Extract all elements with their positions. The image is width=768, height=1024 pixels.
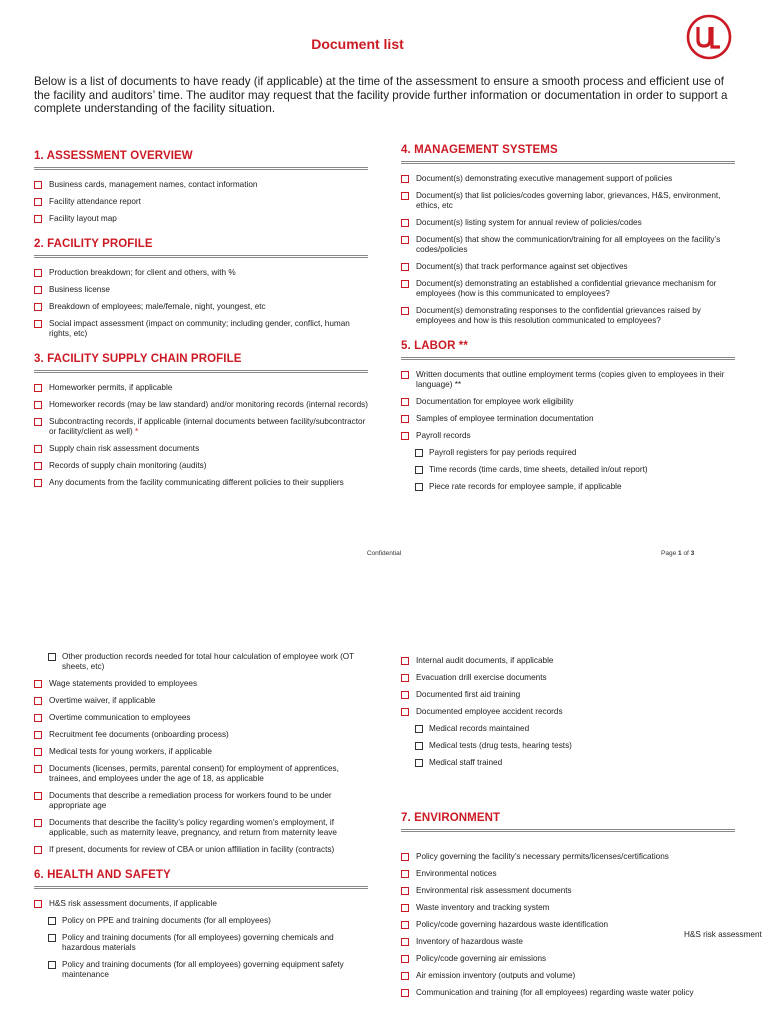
checkbox-icon[interactable] bbox=[34, 303, 42, 311]
left-column-p2 bbox=[34, 652, 368, 987]
checkbox-icon[interactable] bbox=[401, 904, 409, 912]
checkbox-icon[interactable] bbox=[415, 449, 423, 457]
checklist bbox=[34, 180, 368, 224]
section-heading: 6. HEALTH AND SAFETY bbox=[34, 869, 368, 887]
checkbox-icon[interactable] bbox=[48, 917, 56, 925]
list-item: Environmental risk assessment documents bbox=[401, 886, 735, 896]
checkbox-icon[interactable] bbox=[34, 765, 42, 773]
checkbox-icon[interactable] bbox=[401, 415, 409, 423]
intro-paragraph: Below is a list of documents to have ready (if applicable) at the time of the assessment to ensure a smooth process and efficient use of the facility and auditors’ time. The auditor may request that the facility provide further information or documentation in order to support a complete understanding of the facility situation. bbox=[34, 75, 728, 115]
list-item: Wage statements provided to employees bbox=[34, 679, 368, 689]
checklist bbox=[401, 370, 735, 492]
checkbox-icon[interactable] bbox=[401, 887, 409, 895]
checkbox-icon[interactable] bbox=[415, 759, 423, 767]
list-item: Overtime waiver, if applicable bbox=[34, 696, 368, 706]
checklist bbox=[401, 174, 735, 326]
list-item: Written documents that outline employment terms (copies given to employees in their language) ** bbox=[401, 370, 735, 390]
checkbox-icon[interactable] bbox=[34, 418, 42, 426]
list-item: Facility attendance report bbox=[34, 197, 368, 207]
list-subitem: Policy on PPE and training documents (for all employees) bbox=[34, 916, 368, 926]
list-item: H&S risk assessment documents, if applicable bbox=[34, 899, 368, 909]
checkbox-icon[interactable] bbox=[34, 714, 42, 722]
list-item: Payroll records bbox=[401, 431, 735, 441]
list-item: Documents that describe a remediation process for workers found to be under appropriate age bbox=[34, 791, 368, 811]
checkbox-icon[interactable] bbox=[401, 938, 409, 946]
checkbox-icon[interactable] bbox=[401, 398, 409, 406]
list-item: Document(s) demonstrating an established a confidential grievance mechanism for employees (how is this communicated to employees? bbox=[401, 279, 735, 299]
list-item: Evacuation drill exercise documents bbox=[401, 673, 735, 683]
list-item: Business license bbox=[34, 285, 368, 295]
list-item: If present, documents for review of CBA or union affiliation in facility (contracts) bbox=[34, 845, 368, 855]
checkbox-icon[interactable] bbox=[401, 371, 409, 379]
checkbox-icon[interactable] bbox=[34, 320, 42, 328]
section-facility-supply-chain-profile bbox=[34, 353, 368, 488]
checkbox-icon[interactable] bbox=[401, 674, 409, 682]
checkbox-icon[interactable] bbox=[34, 445, 42, 453]
checkbox-icon[interactable] bbox=[34, 680, 42, 688]
checkbox-icon[interactable] bbox=[34, 846, 42, 854]
checklist bbox=[401, 852, 735, 998]
list-subitem: Medical staff trained bbox=[401, 758, 735, 768]
checkbox-icon[interactable] bbox=[401, 972, 409, 980]
section-heading: 2. FACILITY PROFILE bbox=[34, 238, 368, 256]
list-subitem: Other production records needed for total hour calculation of employee work (OT sheets, etc) bbox=[34, 652, 368, 672]
checkbox-icon[interactable] bbox=[401, 219, 409, 227]
checkbox-icon[interactable] bbox=[401, 989, 409, 997]
checkbox-icon[interactable] bbox=[401, 921, 409, 929]
list-item: Documents (licenses, permits, parental consent) for employment of apprentices, trainees, and employees under the age of 18, as applicable bbox=[34, 764, 368, 784]
list-item: Policy/code governing hazardous waste identification bbox=[401, 920, 735, 930]
checkbox-icon[interactable] bbox=[401, 432, 409, 440]
list-subitem: Piece rate records for employee sample, if applicable bbox=[401, 482, 735, 492]
checkbox-icon[interactable] bbox=[34, 286, 42, 294]
section-labor bbox=[401, 340, 735, 492]
checklist bbox=[401, 656, 735, 768]
list-subitem: Medical tests (drug tests, hearing tests) bbox=[401, 741, 735, 751]
document-title: Document list bbox=[311, 36, 404, 52]
section-facility-profile bbox=[34, 238, 368, 339]
list-item: Environmental notices bbox=[401, 869, 735, 879]
footer-page-number: Page 1 of 3 bbox=[661, 550, 695, 557]
checkbox-icon[interactable] bbox=[34, 462, 42, 470]
checklist bbox=[34, 268, 368, 339]
list-item: Documented first aid training bbox=[401, 690, 735, 700]
checkbox-icon[interactable] bbox=[401, 192, 409, 200]
checkbox-icon[interactable] bbox=[34, 479, 42, 487]
checkbox-icon[interactable] bbox=[48, 934, 56, 942]
list-item: Communication and training (for all employees) regarding waste water policy bbox=[401, 988, 735, 998]
list-item: Recruitment fee documents (onboarding process) bbox=[34, 730, 368, 740]
ul-logo-icon bbox=[686, 14, 732, 60]
list-item: Breakdown of employees; male/female, night, youngest, etc bbox=[34, 302, 368, 312]
list-item: Document(s) that list policies/codes governing labor, grievances, H&S, environment, ethics, etc bbox=[401, 191, 735, 211]
checklist bbox=[34, 899, 368, 980]
section-heading: 5. LABOR ** bbox=[401, 340, 735, 358]
list-subitem: Policy and training documents (for all employees) governing chemicals and hazardous materials bbox=[34, 933, 368, 953]
checkbox-icon[interactable] bbox=[34, 697, 42, 705]
list-item: Internal audit documents, if applicable bbox=[401, 656, 735, 666]
section-heading: 7. ENVIRONMENT bbox=[401, 812, 735, 830]
list-item: Document(s) demonstrating executive management support of policies bbox=[401, 174, 735, 184]
list-subitem: Medical records maintained bbox=[401, 724, 735, 734]
list-item: Document(s) that track performance against set objectives bbox=[401, 262, 735, 272]
right-column-p1 bbox=[401, 144, 735, 499]
checkbox-icon[interactable] bbox=[415, 742, 423, 750]
checkbox-icon[interactable] bbox=[401, 175, 409, 183]
list-item: Social impact assessment (impact on community; including gender, conflict, human rights, etc) bbox=[34, 319, 368, 339]
checkbox-icon[interactable] bbox=[48, 653, 56, 661]
right-column-p2 bbox=[401, 656, 735, 1005]
left-column-p1 bbox=[34, 150, 368, 495]
document-page-2 bbox=[0, 580, 768, 1024]
side-note: H&S risk assessment bbox=[684, 930, 762, 939]
checkbox-icon[interactable] bbox=[401, 853, 409, 861]
checkbox-icon[interactable] bbox=[34, 215, 42, 223]
checkbox-icon[interactable] bbox=[415, 483, 423, 491]
checkbox-icon[interactable] bbox=[34, 198, 42, 206]
checkbox-icon[interactable] bbox=[401, 263, 409, 271]
checkbox-icon[interactable] bbox=[34, 401, 42, 409]
checkbox-icon[interactable] bbox=[34, 748, 42, 756]
checkbox-icon[interactable] bbox=[401, 955, 409, 963]
section-heading: 3. FACILITY SUPPLY CHAIN PROFILE bbox=[34, 353, 368, 371]
list-item: Facility layout map bbox=[34, 214, 368, 224]
checkbox-icon[interactable] bbox=[401, 307, 409, 315]
list-item: Production breakdown; for client and others, with % bbox=[34, 268, 368, 278]
list-item: Policy/code governing air emissions bbox=[401, 954, 735, 964]
list-item: Document(s) listing system for annual review of policies/codes bbox=[401, 218, 735, 228]
list-item: Business cards, management names, contact information bbox=[34, 180, 368, 190]
checkbox-icon[interactable] bbox=[34, 900, 42, 908]
checkbox-icon[interactable] bbox=[401, 708, 409, 716]
checkbox-icon[interactable] bbox=[401, 691, 409, 699]
checkbox-icon[interactable] bbox=[34, 731, 42, 739]
checkbox-icon[interactable] bbox=[34, 269, 42, 277]
list-item: Samples of employee termination documentation bbox=[401, 414, 735, 424]
section-management-systems bbox=[401, 144, 735, 326]
list-item: Records of supply chain monitoring (audits) bbox=[34, 461, 368, 471]
list-item: Document(s) demonstrating responses to the confidential grievances raised by employees and how is this resolution communicated to employees? bbox=[401, 306, 735, 326]
checkbox-icon[interactable] bbox=[401, 280, 409, 288]
checkbox-icon[interactable] bbox=[401, 870, 409, 878]
list-item: Overtime communication to employees bbox=[34, 713, 368, 723]
list-item: Medical tests for young workers, if applicable bbox=[34, 747, 368, 757]
list-item: Subcontracting records, if applicable (internal documents between facility/subcontractor or facility/client as well) * bbox=[34, 417, 368, 437]
checkbox-icon[interactable] bbox=[34, 181, 42, 189]
checkbox-icon[interactable] bbox=[415, 725, 423, 733]
list-subitem: Payroll registers for pay periods required bbox=[401, 448, 735, 458]
section-health-and-safety bbox=[34, 869, 368, 980]
checkbox-icon[interactable] bbox=[34, 792, 42, 800]
list-item: Policy governing the facility’s necessary permits/licenses/certifications bbox=[401, 852, 735, 862]
checkbox-icon[interactable] bbox=[415, 466, 423, 474]
section-heading: 1. ASSESSMENT OVERVIEW bbox=[34, 150, 368, 168]
checkbox-icon[interactable] bbox=[34, 819, 42, 827]
footer-confidential: Confidential bbox=[366, 550, 402, 557]
list-item: Waste inventory and tracking system bbox=[401, 903, 735, 913]
section-environment bbox=[401, 812, 735, 998]
list-item: Documents that describe the facility’s policy regarding women’s employment, if applicable, such as maternity leave, pregnancy, and return from maternity leave bbox=[34, 818, 368, 838]
checkbox-icon[interactable] bbox=[401, 657, 409, 665]
section-assessment-overview bbox=[34, 150, 368, 224]
checkbox-icon[interactable] bbox=[401, 236, 409, 244]
list-item: Homeworker records (may be law standard) and/or monitoring records (internal records) bbox=[34, 400, 368, 410]
required-star: * bbox=[135, 427, 139, 436]
list-item: Documented employee accident records bbox=[401, 707, 735, 717]
list-item: Documentation for employee work eligibility bbox=[401, 397, 735, 407]
list-item: Any documents from the facility communicating different policies to their suppliers bbox=[34, 478, 368, 488]
section-heading: 4. MANAGEMENT SYSTEMS bbox=[401, 144, 735, 162]
checklist bbox=[34, 383, 368, 488]
list-item: Air emission inventory (outputs and volume) bbox=[401, 971, 735, 981]
list-item: Document(s) that show the communication/training for all employees on the facility’s codes/policies bbox=[401, 235, 735, 255]
list-subitem: Policy and training documents (for all employees) governing equipment safety maintenance bbox=[34, 960, 368, 980]
list-item: Supply chain risk assessment documents bbox=[34, 444, 368, 454]
checkbox-icon[interactable] bbox=[48, 961, 56, 969]
checklist bbox=[34, 652, 368, 855]
list-item: Inventory of hazardous waste bbox=[401, 937, 735, 947]
checkbox-icon[interactable] bbox=[34, 384, 42, 392]
list-item: Homeworker permits, if applicable bbox=[34, 383, 368, 393]
list-subitem: Time records (time cards, time sheets, detailed in/out report) bbox=[401, 465, 735, 475]
